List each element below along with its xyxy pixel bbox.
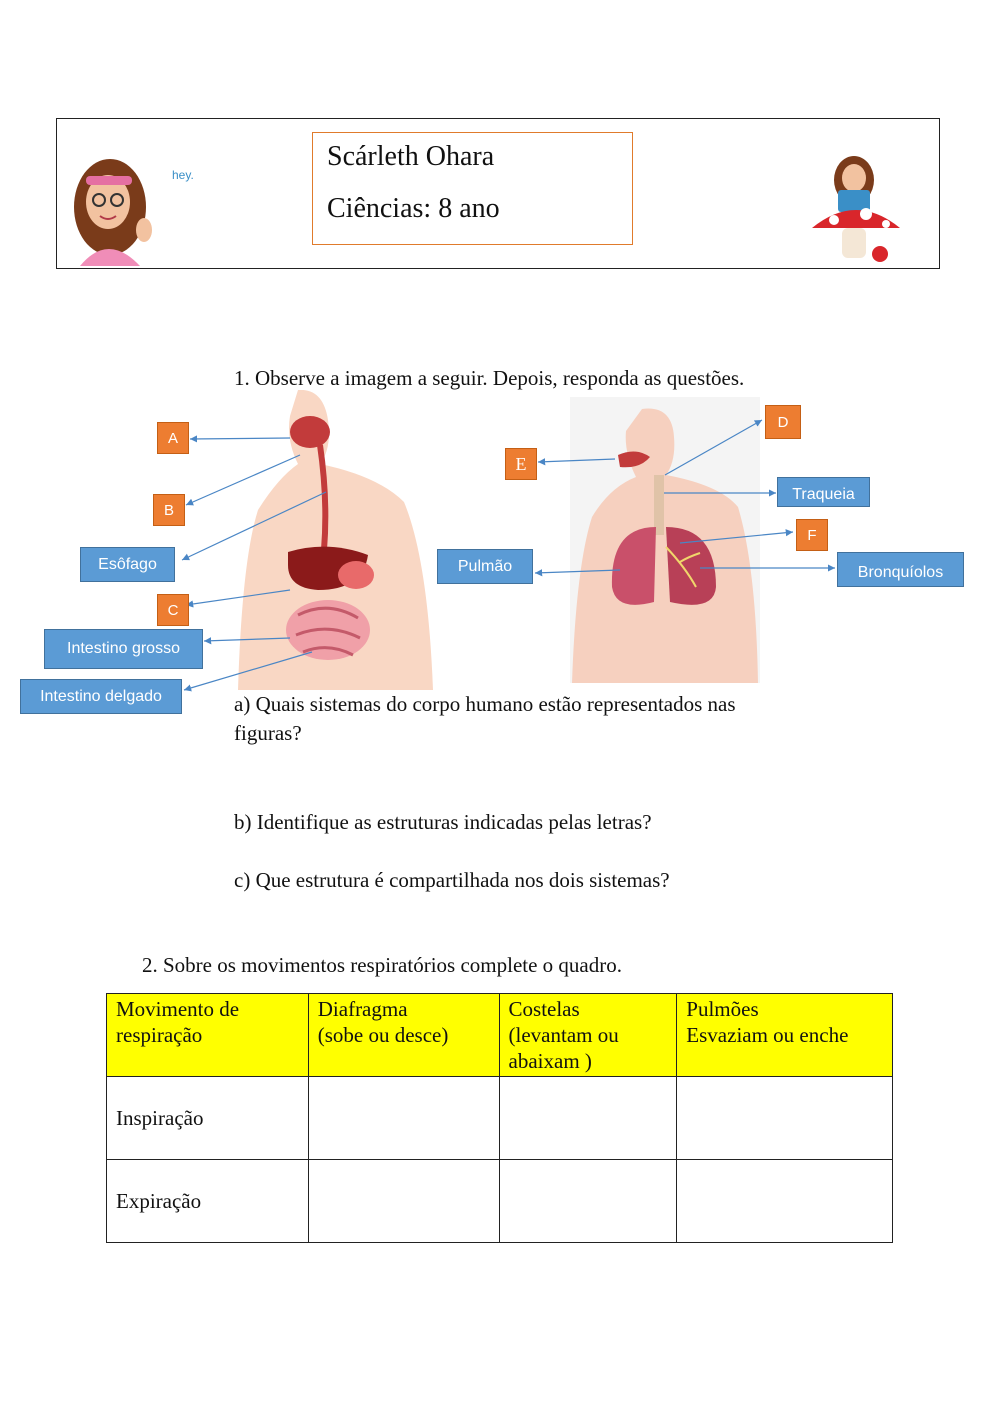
label-esofago: Esôfago xyxy=(80,547,175,582)
arrow-b xyxy=(186,455,300,505)
label-d: D xyxy=(765,405,801,439)
arrow-f xyxy=(680,532,793,543)
cell-expiracao-pulmoes[interactable] xyxy=(677,1160,893,1243)
cell-expiracao: Expiração xyxy=(107,1160,309,1243)
label-c: C xyxy=(157,594,189,626)
arrow-esofago xyxy=(182,492,326,560)
arrow-intestino-delgado xyxy=(184,652,312,690)
cell-expiracao-costelas[interactable] xyxy=(499,1160,677,1243)
label-traqueia: Traqueia xyxy=(777,477,870,507)
arrow-a xyxy=(190,438,290,439)
label-f: F xyxy=(796,519,828,551)
arrow-intestino-grosso xyxy=(204,638,290,641)
question2-prompt: 2. Sobre os movimentos respiratórios complete o quadro. xyxy=(142,953,622,977)
question1-c: c) Que estrutura é compartilhada nos dois sistemas? xyxy=(234,868,670,892)
subject-grade: Ciências: 8 ano xyxy=(327,193,500,224)
header-pulmoes: Pulmões Esvaziam ou enche xyxy=(677,994,893,1077)
label-bronquiolos: Bronquíolos xyxy=(837,552,964,587)
arrow-pulmao xyxy=(535,570,620,573)
label-e: E xyxy=(505,448,537,480)
table-row xyxy=(107,1077,893,1160)
arrow-e xyxy=(538,459,615,462)
cell-inspiracao-diafragma[interactable] xyxy=(308,1077,499,1160)
cell-expiracao-diafragma[interactable] xyxy=(308,1160,499,1243)
student-name: Scárleth Ohara xyxy=(327,141,495,172)
header-diafragma: Diafragma (sobe ou desce) xyxy=(308,994,499,1077)
label-intestino-delgado: Intestino delgado xyxy=(20,679,182,714)
label-pulmao: Pulmão xyxy=(437,549,533,584)
greeting-text: hey. xyxy=(172,168,194,182)
header-movimento: Movimento de respiração xyxy=(107,994,309,1077)
header-costelas: Costelas (levantam ou abaixam ) xyxy=(499,994,677,1077)
label-a: A xyxy=(157,422,189,454)
arrow-d xyxy=(665,420,762,475)
cell-inspiracao-costelas[interactable] xyxy=(499,1077,677,1160)
table-header-row xyxy=(107,994,893,1077)
table-row xyxy=(107,1160,893,1243)
label-b: B xyxy=(153,494,185,526)
cell-inspiracao-pulmoes[interactable] xyxy=(677,1077,893,1160)
question1-prompt: 1. Observe a imagem a seguir. Depois, responda as questões. xyxy=(234,366,745,390)
cell-inspiracao: Inspiração xyxy=(107,1077,309,1160)
question1-a-line2: figuras? xyxy=(234,721,302,745)
label-intestino-grosso: Intestino grosso xyxy=(44,629,203,669)
arrow-c xyxy=(186,590,290,605)
question1-a-line1: a) Quais sistemas do corpo humano estão representados nas xyxy=(234,692,736,716)
respiration-table xyxy=(106,993,893,1243)
question1-b: b) Identifique as estruturas indicadas pelas letras? xyxy=(234,810,652,834)
